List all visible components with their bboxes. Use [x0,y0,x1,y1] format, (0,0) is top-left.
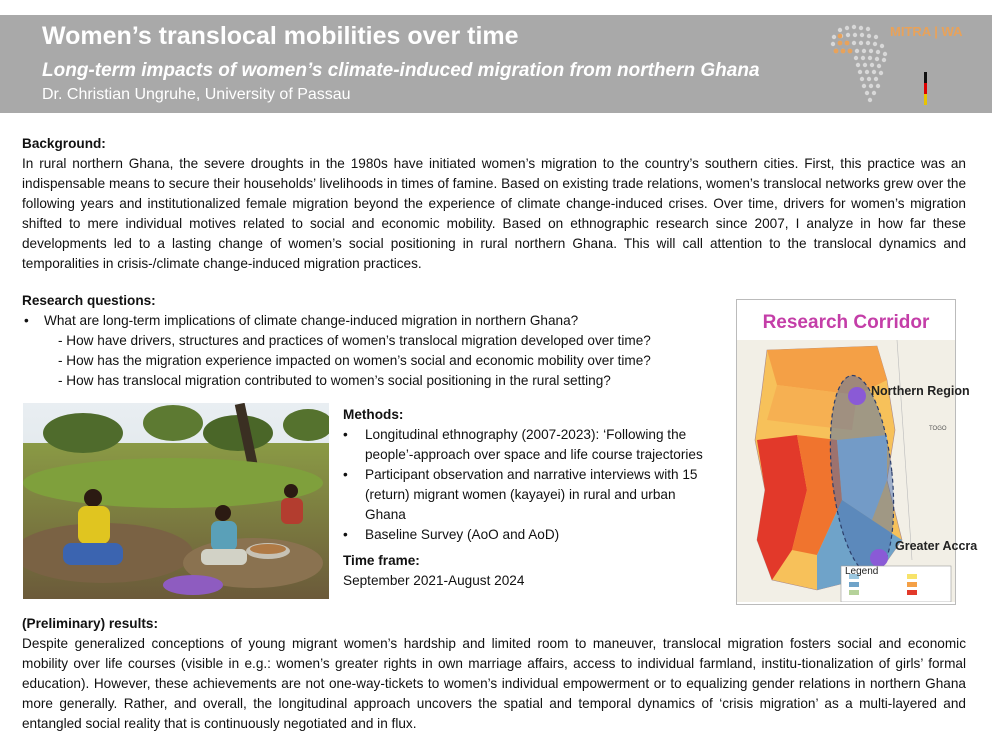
methods-item: • Longitudinal ethnography (2007-2023): ‘Following the people’-approach over space and life course trajectories [343,425,713,465]
methods-heading: Methods: [343,407,404,422]
research-corridor-map [736,299,978,605]
background-text: In rural northern Ghana, the severe droughts in the 1980s have initiated women’s migration to the country’s southern cities. First, this practice was an indispensable means to secure their households’ livelihoods in times of famine. Based on existing trade relations, women’s translocal networks grew over the following years and institutionalized female migration beyond the experience of climate change-induced crises. Over time, drivers for women’s migration shifted to mere individual motives related to social and economic mobility. Based on ethnographic research since 2007, I analyze in how far these developments led to a lasting change of women’s social positioning in rural northern Ghana. This will call attention to the translocal dynamics and temporalities in crisis-/climate change-induced migration practices. [22,156,966,271]
background-section [22,134,966,274]
map-legend-label: Legend [845,566,879,577]
field-photo [23,403,329,599]
map-title: Research Corridor [762,312,930,333]
page-title: Women’s translocal mobilities over time [42,22,519,50]
methods-item: • Participant observation and narrative interviews with 15 (return) migrant women (kayayei) in rural and urban Ghana [343,465,713,525]
map-label-northern-region: Northern Region [871,384,970,398]
timeframe-value: September 2021-August 2024 [343,573,525,588]
author-line: Dr. Christian Ungruhe, University of Passau [42,86,351,103]
research-questions-section [22,291,742,391]
results-heading: (Preliminary) results: [22,616,158,631]
research-question-sub: - How has translocal migration contributed to women’s social positioning in the rural setting? [58,373,611,388]
research-question-sub: - How have drivers, structures and practices of women’s translocal migration developed over time? [58,333,651,348]
page-subtitle: Long-term impacts of women’s climate-induced migration from northern Ghana [42,60,760,81]
background-heading: Background: [22,136,106,151]
africa-dots-icon [828,20,898,106]
map-label-togo: TOGO [929,426,947,432]
timeframe-heading: Time frame: [343,553,420,568]
research-question-main: • What are long-term implications of climate change-induced migration in northern Ghana? [22,311,742,331]
results-section [22,614,966,734]
methods-section [343,405,713,591]
research-question-sub: - How has the migration experience impacted on women’s social and economic mobility over time? [58,353,651,368]
ghana-map [737,340,955,602]
methods-item: • Baseline Survey (AoO and AoD) [343,525,713,545]
results-text: Despite generalized conceptions of young migrant women’s hardship and limited room to maneuver, translocal migration fosters social and economic mobility over life courses (visible in e.g.: women’s greater rights in own marriage affairs, access to individual farmland, institu-tionalization of girls’ formal education). However, these achievements are not one-way-tickets to women’s individual empowerment or to equalizing gender relations in northern Ghana more generally. Rather, and overall, the longitudinal approach uncovers the spatial and temporal dynamics of ‘crisis migration’ as a multi-layered and entangled social reality that is continuously negotiated and in flux. [22,636,966,731]
mitra-logo-text: MITRA | WA [890,24,963,39]
mitra-logo [828,20,988,110]
research-questions-heading: Research questions: [22,293,156,308]
map-label-greater-accra: Greater Accra [895,539,978,553]
bmbf-flag-icon [920,72,932,106]
